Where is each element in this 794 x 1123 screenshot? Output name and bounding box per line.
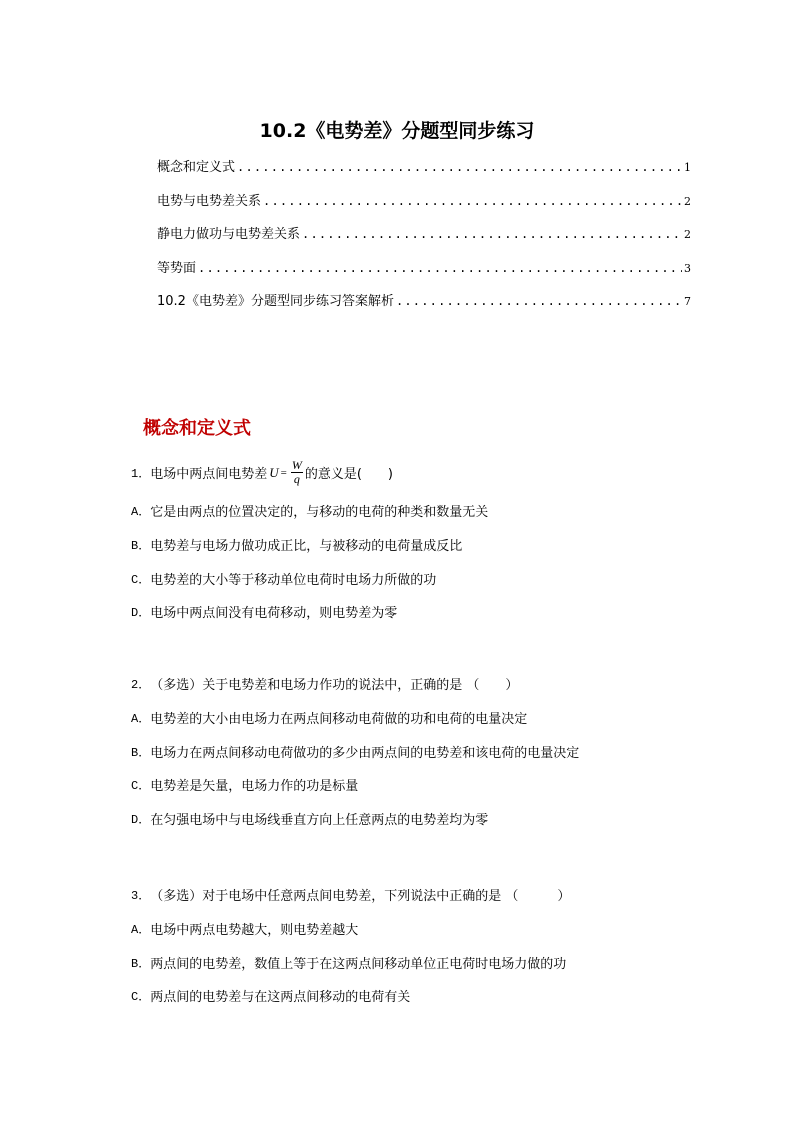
question-stem	[131, 667, 691, 701]
option-key: B．	[131, 956, 151, 971]
toc-entry-page: 2	[684, 194, 691, 208]
toc-entry-label: 电势与电势差关系	[157, 193, 262, 209]
option-key: D．	[131, 813, 151, 828]
option-key: C．	[131, 572, 151, 587]
option-key: A．	[131, 923, 151, 938]
question-number: 2．	[131, 678, 151, 693]
stem-text: 电场中两点间电势差	[150, 467, 268, 483]
formula-denominator: q	[293, 472, 300, 487]
toc-entry[interactable]	[157, 223, 691, 257]
toc-leader-dots	[237, 160, 682, 174]
toc-entry-label: 静电力做功与电势差关系	[157, 227, 301, 242]
toc-entry-page: 1	[684, 161, 691, 174]
option-key: B．	[131, 539, 151, 554]
formula-lhs: U	[269, 464, 279, 480]
formula-fraction	[291, 459, 303, 486]
option-key: C．	[131, 990, 151, 1005]
option-key: B．	[131, 745, 151, 760]
toc-leader-dots	[198, 261, 682, 275]
option-b[interactable]	[131, 734, 691, 768]
option-b[interactable]	[131, 528, 691, 562]
toc-entry-page: 2	[684, 228, 691, 241]
option-text: 在匀强电场中与电场线垂直方向上任意两点的电势差均为零	[150, 813, 489, 829]
option-text: 电势差的大小等于移动单位电荷时电场力所做的功	[150, 572, 437, 588]
option-text: 两点间的电势差与在这两点间移动的电荷有关	[150, 990, 411, 1006]
option-text: 电场中两点电势越大，则电势差越大	[150, 923, 359, 939]
option-a[interactable]	[131, 912, 691, 946]
option-text: 电场力在两点间移动电荷做功的多少由两点间的电势差和该电荷的电量决定	[150, 745, 580, 761]
option-b[interactable]	[131, 945, 691, 979]
option-c[interactable]	[131, 768, 691, 802]
toc-entry-label: 10.2《电势差》分题型同步练习答案解析	[157, 294, 394, 309]
toc-entry[interactable]	[157, 156, 691, 190]
toc-entry[interactable]	[157, 290, 691, 324]
question-number: 1．	[131, 467, 151, 482]
question-stem	[131, 456, 691, 490]
option-a[interactable]	[131, 701, 691, 735]
option-c[interactable]	[131, 979, 691, 1013]
toc-leader-dots	[263, 194, 682, 208]
toc-leader-dots	[396, 294, 682, 308]
option-key: D．	[131, 606, 151, 621]
question-1-options	[131, 494, 691, 629]
option-d[interactable]	[131, 802, 691, 836]
option-c[interactable]	[131, 561, 691, 595]
toc-entry[interactable]	[157, 190, 691, 224]
section-heading: 概念和定义式	[143, 418, 251, 439]
option-d[interactable]	[131, 595, 691, 629]
option-key: C．	[131, 779, 151, 794]
stem-text: （多选）关于电势差和电场力作功的说法中，正确的是 （ ）	[150, 678, 519, 694]
formula-equals: =	[280, 466, 287, 479]
option-key: A．	[131, 505, 151, 520]
option-text: 两点间的电势差，数值上等于在这两点间移动单位正电荷时电场力做的功	[150, 956, 567, 972]
formula-numerator: W	[291, 458, 302, 473]
option-text: 电势差与电场力做功成正比，与被移动的电荷量成反比	[150, 539, 463, 555]
stem-text: （多选）对于电场中任意两点间电势差，下列说法中正确的是 （ ）	[150, 889, 571, 905]
toc-entry[interactable]	[157, 257, 691, 291]
question-number: 3．	[131, 889, 151, 904]
stem-text: 的意义是( )	[304, 467, 393, 483]
toc-entry-label: 概念和定义式	[157, 160, 236, 175]
question-1	[131, 456, 691, 490]
question-stem	[131, 878, 691, 912]
question-3	[131, 878, 691, 1013]
document-title: 10.2《电势差》分题型同步练习	[259, 120, 535, 142]
toc-entry-page: 3	[684, 261, 691, 275]
toc-leader-dots	[302, 227, 682, 241]
option-key: A．	[131, 712, 151, 727]
table-of-contents	[157, 156, 691, 324]
option-text: 它是由两点的位置决定的，与移动的电荷的种类和数量无关	[150, 505, 489, 521]
option-text: 电场中两点间没有电荷移动，则电势差为零	[150, 606, 398, 622]
option-a[interactable]	[131, 494, 691, 528]
toc-entry-label: 等势面	[157, 260, 197, 276]
formula	[269, 459, 303, 486]
option-text: 电势差是矢量，电场力作的功是标量	[150, 779, 359, 795]
toc-entry-page: 7	[684, 295, 691, 308]
question-2	[131, 667, 691, 835]
option-text: 电势差的大小由电场力在两点间移动电荷做的功和电荷的电量决定	[150, 712, 528, 728]
